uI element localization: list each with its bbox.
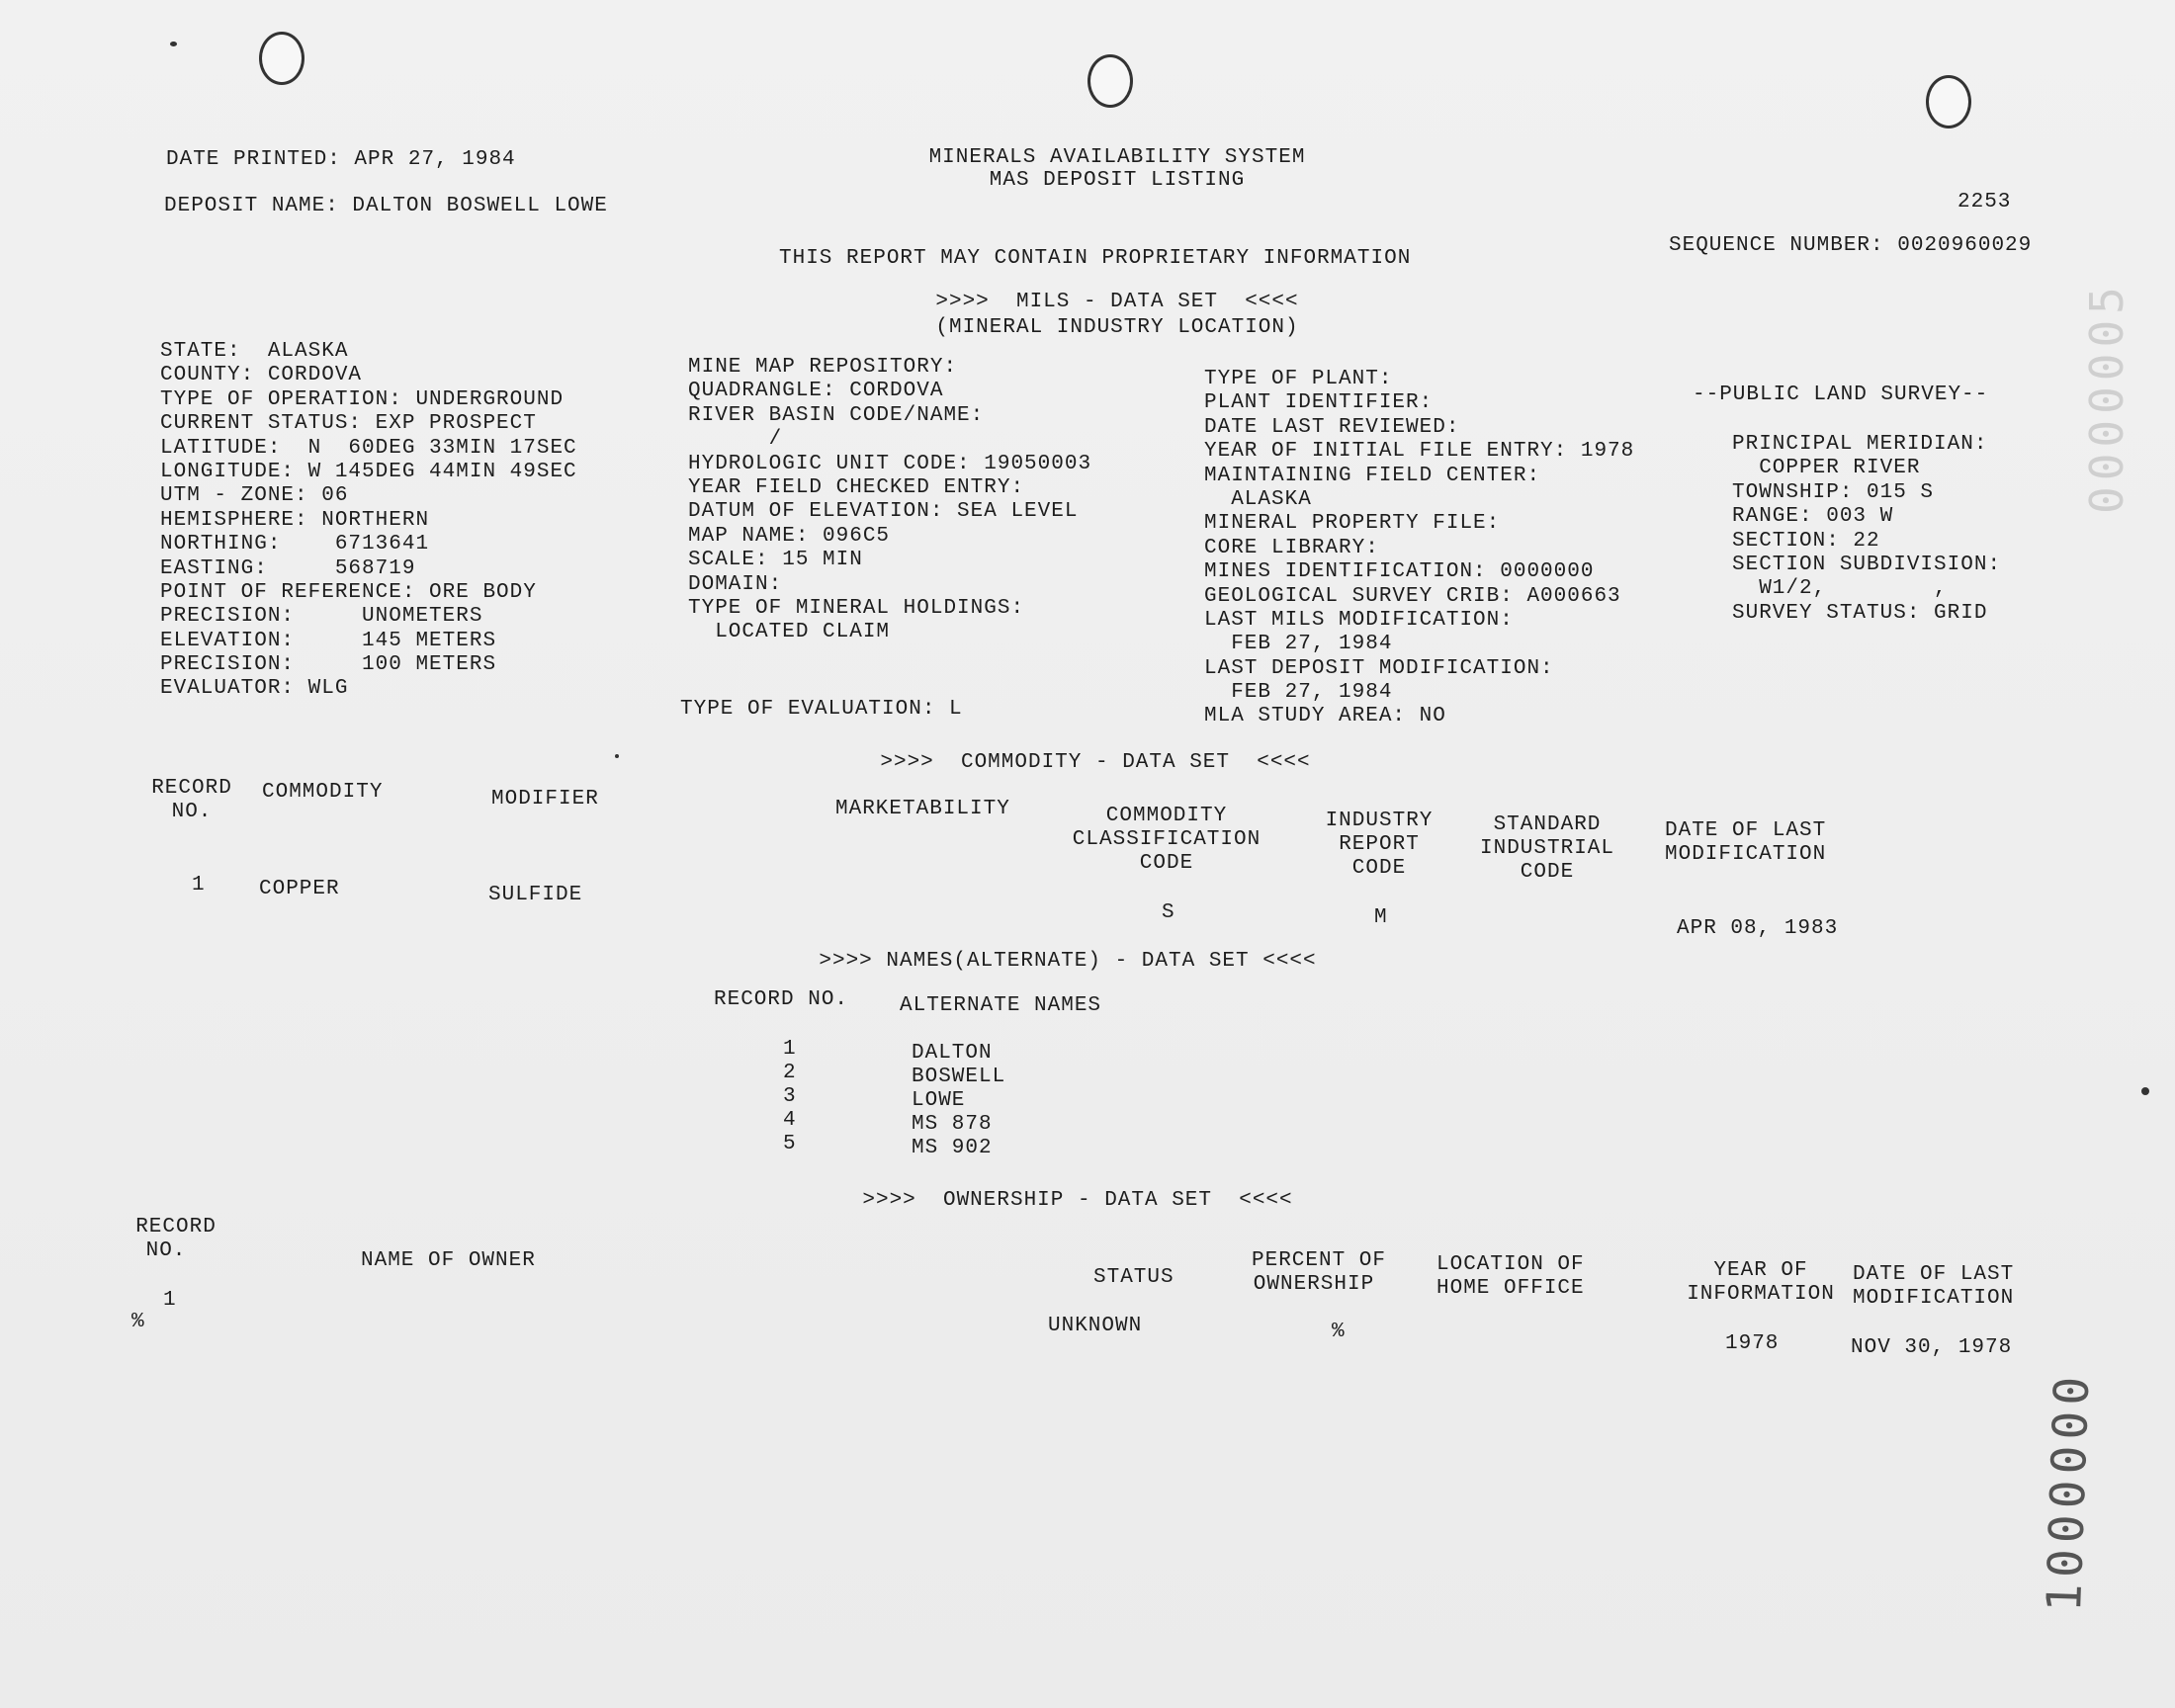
listing-title: MAS DEPOSIT LISTING: [989, 169, 1246, 192]
ownership-row-percent-sign: %: [131, 1311, 145, 1333]
ownership-header-record: RECORD: [135, 1216, 217, 1238]
public-land-survey-title: --PUBLIC LAND SURVEY--: [1693, 384, 1989, 406]
ownership-header-percent: OWNERSHIP: [1253, 1273, 1375, 1296]
commodity-header-standard-industrial: CODE: [1520, 861, 1575, 884]
commodity-header-industry-report: CODE: [1351, 857, 1407, 880]
punch-hole-center: [1088, 54, 1133, 108]
ownership-section-title: >>>> OWNERSHIP - DATA SET <<<<: [862, 1189, 1293, 1212]
mils-field: STATE: ALASKA: [160, 340, 349, 363]
ink-speck: [2141, 1087, 2149, 1095]
deposit-name: DEPOSIT NAME: DALTON BOSWELL LOWE: [164, 195, 608, 217]
names-section-title: >>>> NAMES(ALTERNATE) - DATA SET <<<<: [819, 950, 1317, 973]
mils-field: TYPE OF OPERATION: UNDERGROUND: [160, 387, 565, 411]
mils-field: ELEVATION: 145 METERS: [160, 629, 497, 652]
mils-field: TYPE OF PLANT:: [1204, 368, 1393, 390]
ink-speck: [615, 754, 619, 758]
commodity-header-industry-report: REPORT: [1339, 833, 1420, 856]
commodity-header-commodity: COMMODITY: [262, 781, 384, 804]
faint-stamp-number: 0000005: [2080, 281, 2133, 514]
mils-location-column: [160, 340, 577, 702]
mils-section-subtitle: (MINERAL INDUSTRY LOCATION): [935, 316, 1299, 339]
ownership-header-year: YEAR OF: [1713, 1259, 1808, 1282]
survey-field: TOWNSHIP: 015 S: [1732, 480, 1935, 504]
commodity-header-modifier: MODIFIER: [491, 788, 599, 811]
names-header-record: RECORD NO.: [714, 988, 849, 1011]
names-row-no: 3: [783, 1085, 797, 1108]
commodity-row-record: 1: [192, 874, 206, 897]
mils-map-column: [688, 356, 1091, 645]
mils-field: LAST DEPOSIT MODIFICATION:: [1204, 656, 1554, 680]
names-row-no: 4: [783, 1109, 797, 1132]
names-row-name: MS 878: [912, 1113, 993, 1136]
names-row-name: DALTON: [912, 1042, 993, 1065]
mils-field: MINE MAP REPOSITORY:: [688, 356, 958, 379]
ownership-row-percent: %: [1332, 1321, 1346, 1343]
commodity-header-record: NO.: [171, 801, 213, 823]
mils-field: LAST MILS MODIFICATION:: [1204, 608, 1514, 632]
ownership-row-date: NOV 30, 1978: [1851, 1336, 2013, 1359]
mils-field: /: [688, 428, 783, 452]
mils-field: POINT OF REFERENCE: ORE BODY: [160, 580, 537, 604]
survey-field: SECTION: 22: [1732, 529, 1880, 553]
mils-field: DOMAIN:: [688, 572, 783, 596]
mils-field: PLANT IDENTIFIER:: [1204, 391, 1434, 415]
commodity-header-marketability: MARKETABILITY: [835, 798, 1010, 820]
ownership-header-year: INFORMATION: [1687, 1283, 1835, 1306]
date-printed: DATE PRINTED: APR 27, 1984: [166, 148, 516, 171]
names-record-column: [783, 1038, 797, 1156]
mils-field: EASTING: 568719: [160, 556, 416, 580]
mils-field: LATITUDE: N 60DEG 33MIN 17SEC: [160, 436, 577, 460]
commodity-row-industry-report: M: [1374, 906, 1388, 929]
proprietary-notice: THIS REPORT MAY CONTAIN PROPRIETARY INFORMATION: [779, 247, 1412, 270]
punch-hole-left: [259, 32, 304, 85]
mils-field: LOCATED CLAIM: [688, 621, 891, 644]
mils-field: UTM - ZONE: 06: [160, 484, 349, 508]
names-row-no: 2: [783, 1062, 797, 1084]
ownership-header-date: MODIFICATION: [1853, 1287, 2015, 1310]
names-list-column: [912, 1042, 1005, 1160]
ink-speck: [170, 42, 177, 46]
survey-field: SECTION SUBDIVISION:: [1732, 553, 2002, 576]
mils-field: FEB 27, 1984: [1204, 681, 1393, 705]
mils-field: NORTHING: 6713641: [160, 533, 430, 556]
ownership-header-date: DATE OF LAST: [1853, 1263, 2015, 1286]
sequence-number: SEQUENCE NUMBER: 0020960029: [1669, 234, 2033, 257]
commodity-header-classification: CODE: [1139, 852, 1194, 875]
mils-section-title: >>>> MILS - DATA SET <<<<: [935, 291, 1299, 313]
survey-field: COPPER RIVER: [1732, 457, 1921, 480]
mils-field: YEAR FIELD CHECKED ENTRY:: [688, 475, 1025, 499]
ownership-header-owner: NAME OF OWNER: [361, 1249, 536, 1272]
ownership-header-location: HOME OFFICE: [1436, 1277, 1585, 1300]
names-row-no: 5: [783, 1133, 797, 1155]
mils-field: PRECISION: 100 METERS: [160, 653, 497, 677]
filing-stamp-number: 1000000: [2037, 1369, 2101, 1613]
mils-field: MINES IDENTIFICATION: 0000000: [1204, 560, 1595, 584]
mils-field: EVALUATOR: WLG: [160, 677, 349, 701]
commodity-header-standard-industrial: STANDARD: [1493, 813, 1602, 836]
type-of-evaluation: TYPE OF EVALUATION: L: [680, 698, 963, 721]
commodity-header-record: RECORD: [151, 777, 232, 800]
mils-field: CURRENT STATUS: EXP PROSPECT: [160, 412, 537, 436]
mils-field: CORE LIBRARY:: [1204, 536, 1379, 559]
commodity-section-title: >>>> COMMODITY - DATA SET <<<<: [880, 751, 1311, 774]
mils-field: MAINTAINING FIELD CENTER:: [1204, 464, 1541, 487]
mils-field: PRECISION: UNOMETERS: [160, 605, 483, 629]
ownership-header-percent: PERCENT OF: [1251, 1249, 1387, 1272]
mils-field: COUNTY: CORDOVA: [160, 364, 363, 387]
ownership-header-location: LOCATION OF: [1436, 1253, 1585, 1276]
names-row-no: 1: [783, 1038, 797, 1061]
survey-field: PRINCIPAL MERIDIAN:: [1732, 433, 1988, 456]
ownership-row-status: UNKNOWN: [1048, 1315, 1143, 1337]
names-header-alternate: ALTERNATE NAMES: [900, 994, 1102, 1017]
mils-field: DATUM OF ELEVATION: SEA LEVEL: [688, 500, 1079, 524]
mils-field: HEMISPHERE: NORTHERN: [160, 508, 430, 532]
commodity-header-industry-report: INDUSTRY: [1325, 810, 1434, 832]
ownership-header-status: STATUS: [1093, 1266, 1174, 1289]
mils-field: MINERAL PROPERTY FILE:: [1204, 512, 1501, 536]
system-title: MINERALS AVAILABILITY SYSTEM: [928, 146, 1306, 169]
page-number: 2253: [1958, 191, 2012, 214]
mils-field: LONGITUDE: W 145DEG 44MIN 49SEC: [160, 460, 577, 483]
commodity-row-modifier: SULFIDE: [488, 884, 583, 906]
names-row-name: BOSWELL: [912, 1066, 1006, 1088]
survey-field: W1/2, ,: [1732, 577, 1948, 601]
mils-field: HYDROLOGIC UNIT CODE: 19050003: [688, 452, 1092, 475]
mils-field: MLA STUDY AREA: NO: [1204, 705, 1446, 728]
commodity-header-standard-industrial: INDUSTRIAL: [1479, 837, 1615, 860]
commodity-header-classification: CLASSIFICATION: [1072, 828, 1262, 851]
mils-field: ALASKA: [1204, 487, 1312, 511]
public-land-survey: [1732, 433, 2001, 626]
punch-hole-right: [1926, 75, 1971, 128]
mils-field: DATE LAST REVIEWED:: [1204, 415, 1460, 439]
commodity-header-classification: COMMODITY: [1105, 805, 1228, 827]
commodity-row-classification: S: [1162, 901, 1175, 924]
names-row-name: LOWE: [912, 1089, 966, 1112]
mils-field: GEOLOGICAL SURVEY CRIB: A000663: [1204, 584, 1621, 608]
mils-field: YEAR OF INITIAL FILE ENTRY: 1978: [1204, 440, 1635, 464]
mils-field: SCALE: 15 MIN: [688, 549, 863, 572]
mils-field: MAP NAME: 096C5: [688, 524, 891, 548]
names-row-name: MS 902: [912, 1137, 993, 1159]
mils-plant-column: [1204, 368, 1634, 729]
commodity-row-commodity: COPPER: [259, 878, 340, 900]
ownership-row-year: 1978: [1725, 1332, 1780, 1355]
ownership-row-record: 1: [163, 1289, 177, 1312]
mils-field: FEB 27, 1984: [1204, 633, 1393, 656]
survey-field: RANGE: 003 W: [1732, 505, 1894, 529]
commodity-header-date: DATE OF LAST: [1665, 819, 1827, 842]
commodity-header-date: MODIFICATION: [1665, 843, 1827, 866]
mils-field: QUADRANGLE: CORDOVA: [688, 380, 944, 403]
commodity-row-date: APR 08, 1983: [1677, 917, 1839, 940]
ownership-header-record: NO.: [145, 1239, 187, 1262]
mils-field: TYPE OF MINERAL HOLDINGS:: [688, 596, 1025, 620]
mils-field: RIVER BASIN CODE/NAME:: [688, 403, 985, 427]
survey-field: SURVEY STATUS: GRID: [1732, 601, 1988, 625]
